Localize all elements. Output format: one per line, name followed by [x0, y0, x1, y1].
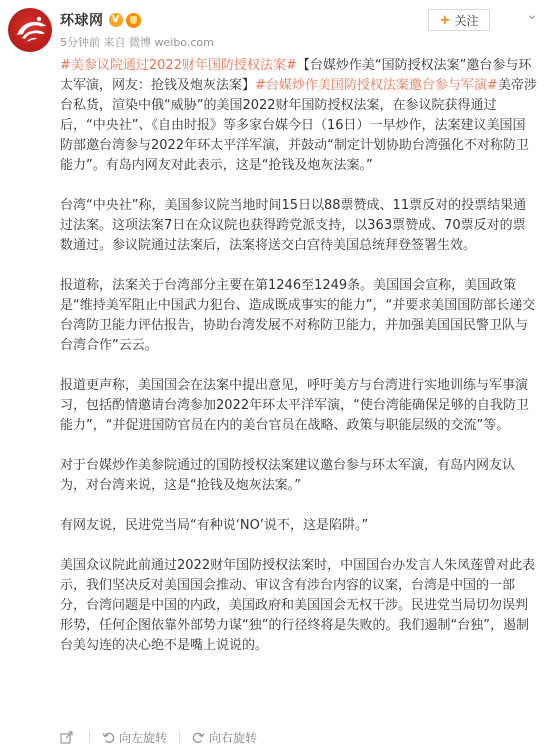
chevron-down-icon[interactable]: ⌄ — [526, 7, 538, 23]
follow-label: 关注 — [454, 13, 479, 28]
source-name[interactable]: 微博 — [129, 36, 151, 49]
rotate-right-button[interactable] — [192, 729, 257, 746]
post-paragraph-5: 对于台媒炒作美参院通过的国防授权法案建议邀台参与环太军演，有岛内网友认为，对台湾来说，这是“抢钱及炮灰法案。” — [60, 458, 516, 493]
post-paragraph-text: 美帝涉台私货，渲染中俄“威胁”的美国2022财年国防授权法案，在参议院获得通过后，“中央社”、《自由时报》等多家台媒今日（16日）一早炒作，法案建议美国国防部邀台湾参与2022年环太平洋军演，并鼓动“制定计划协助台湾强化不对称防卫能力”。有岛内网友对此表示，这是“抢钱及炮灰法案。” — [60, 78, 537, 173]
avatar[interactable] — [8, 8, 52, 52]
post-body — [60, 56, 538, 676]
topic-link[interactable]: #台媒炒作美国防授权法案邀台参与军演# — [255, 78, 498, 93]
image-actions-bar — [60, 727, 257, 747]
source-prefix: 来自 — [103, 36, 126, 49]
plus-icon: + — [439, 12, 451, 28]
share-button[interactable] — [60, 731, 77, 744]
account-name[interactable]: 环球网 — [60, 13, 104, 29]
verified-v-icon: V — [109, 13, 123, 27]
account-name-row — [60, 10, 141, 30]
post-time[interactable]: 5分钟前 — [60, 36, 100, 49]
post-paragraph-6: 有网友说，民进党当局“有种说‘NO’说不，这是陷阱。” — [60, 518, 369, 533]
share-icon — [60, 731, 73, 744]
post-header — [0, 0, 550, 52]
post-paragraph-1 — [60, 56, 538, 176]
follow-button[interactable] — [428, 9, 490, 31]
post-paragraph-3: 报道称，法案关于台湾部分主要在第1246至1249条。美国国会宣称，美国政策是“维持美军阻止中国武力犯台、造成既成事实的能力”，“并要求美国国防部长递交台湾防卫能力评估报告，协助台湾发展不对称防卫能力，并加强美国国民警卫队与台湾合作”云云。 — [60, 278, 536, 353]
divider — [179, 731, 180, 743]
post-meta — [60, 34, 214, 50]
vip-medal-icon[interactable] — [126, 13, 141, 28]
divider — [89, 731, 90, 743]
rotate-right-icon — [192, 731, 205, 744]
post-paragraph-7: 美国众议院此前通过2022财年国防授权法案时，中国国台办发言人朱凤莲曾对此表示，我们坚决反对美国国会推动、审议含有涉台内容的议案，台湾是中国的一部分，台湾问题是中国的内政，美国政府和美国国会无权干涉。民进党当局切勿误判形势，任何企图依靠外部势力谋“独”的行径终将是失败的。我们遏制“台独”，遏制台美勾连的决心绝不是嘴上说说的。 — [60, 558, 536, 653]
post-lead-text: 【台媒炒作美“国防授权法案”邀台参与环太军演，网友：抢钱及炮灰法案】 — [60, 58, 532, 93]
rotate-left-icon — [102, 731, 115, 744]
post-paragraph-2: 台湾“中央社”称，美国参议院当地时间15日以88票赞成、11票反对的投票结果通过法案。这项法案7日在众议院也获得跨党派支持，以363票赞成、70票反对的票数通过。参议院通过法案后，法案将送交白宫待美国总统拜登签署生效。 — [60, 198, 527, 253]
huanqiu-logo-icon — [8, 8, 52, 52]
rotate-left-label: 向左旋转 — [119, 730, 168, 745]
source-domain: weibo.com — [154, 36, 214, 49]
topic-link[interactable]: #美参议院通过2022财年国防授权法案# — [60, 58, 297, 73]
rotate-left-button[interactable] — [102, 729, 167, 746]
post-paragraph-4: 报道更声称，美国国会在法案中提出意见，呼吁美方与台湾进行实地训练与军事演习，包括酌情邀请台湾参加2022年环太平洋军演，“使台湾能确保足够的自我防卫能力”，“并促进国防官员在内的美台官员在战略、政策与职能层级的交流”等。 — [60, 378, 529, 433]
rotate-right-label: 向右旋转 — [209, 730, 258, 745]
